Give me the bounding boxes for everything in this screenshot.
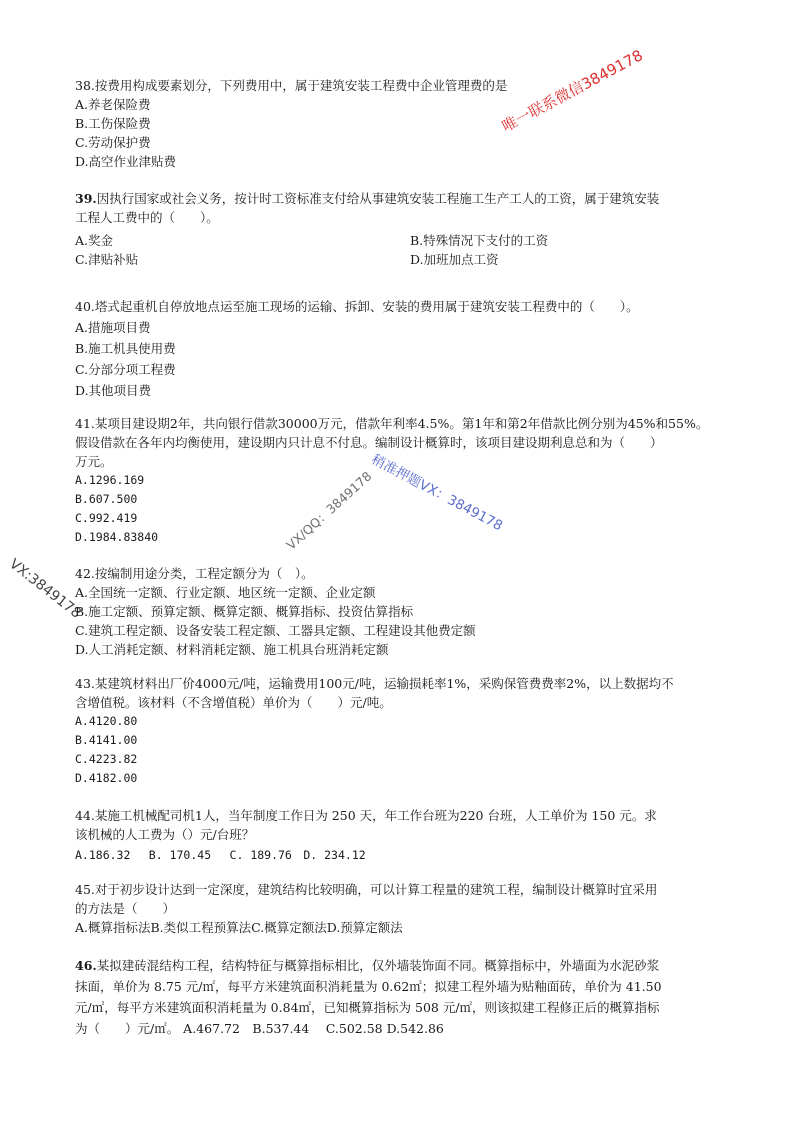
question-text: 某拟建砖混结构工程，结构特征与概算指标相比，仅外墙装饰面不同。概算指标中，外墙面为水泥砂浆 [96, 958, 660, 973]
question-45 [75, 880, 745, 937]
option-a: A.1296.169 [75, 473, 145, 487]
option-a: A.养老保险费 [75, 97, 151, 112]
option-c: C.992.419 [75, 511, 138, 525]
question-stem [75, 955, 745, 976]
option-c: C.4223.82 [75, 752, 138, 766]
watermark-contact: 唯一联系微信3849178 [498, 46, 646, 136]
option-b: B.特殊情况下支付的工资 [410, 233, 549, 248]
question-stem: 45.对于初步设计达到一定深度，建筑结构比较明确，可以计算工程量的建筑工程，编制设计概算时宜采用 [75, 882, 658, 897]
option-c: C.劳动保护费 [75, 135, 151, 150]
question-stem: 42.按编制用途分类，工程定额分为（ ）。 [75, 566, 314, 581]
option-a: A.4120.80 [75, 714, 138, 728]
question-42 [75, 564, 745, 659]
options-row [75, 250, 745, 269]
question-stem: 41.某项目建设期2年，共向银行借款30000万元，借款年利率4.5%。第1年和第2年借款比例分别为45%和55%。 [75, 416, 709, 431]
option-d: D.其他项目费 [75, 383, 152, 398]
question-40 [75, 297, 745, 400]
option-a: A.奖金 [75, 233, 114, 248]
option-d: D.高空作业津贴费 [75, 154, 177, 169]
question-stem-cont: 元/㎡，每平方米建筑面积消耗量为 0.84㎡，已知概算指标为 508 元/㎡，则该拟建工程修正后的概算指标 [75, 1000, 660, 1015]
options-row [75, 231, 745, 250]
option-c: C.建筑工程定额、设备安装工程定额、工器具定额、工程建设其他费定额 [75, 623, 476, 638]
question-stem-cont: 含增值税。该材料（不含增值税）单价为（ ）元/吨。 [75, 695, 392, 710]
option-b: B.4141.00 [75, 733, 138, 747]
options-line: A.186.32 B. 170.45 C. 189.76 D. 234.12 [75, 848, 366, 862]
option-b: B.施工定额、预算定额、概算定额、概算指标、投资估算指标 [75, 604, 414, 619]
question-number: 39. [75, 191, 97, 206]
option-b: B.607.500 [75, 492, 138, 506]
option-b: B.施工机具使用费 [75, 341, 176, 356]
question-stem-cont: 假设借款在各年内均衡使用，建设期内只计息不付息。编制设计概算时，该项目建设期利息总和为（ ） [75, 435, 663, 450]
option-d: D.4182.00 [75, 771, 138, 785]
question-stem-cont: 工程人工费中的（ ）。 [75, 210, 219, 225]
question-43 [75, 674, 745, 788]
question-stem: 44.某施工机械配司机1人，当年制度工作日为 250 天，年工作台班为220 台班，人工单价为 150 元。求 [75, 808, 657, 823]
question-39 [75, 189, 745, 269]
watermark-qq: VX/QQ：3849178 [283, 468, 375, 553]
option-d: D.人工消耗定额、材料消耗定额、施工机具台班消耗定额 [75, 642, 389, 657]
option-d: D.1984.83840 [75, 530, 159, 544]
option-d: D.加班加点工资 [410, 252, 499, 267]
option-a: A.全国统一定额、行业定额、地区统一定额、企业定额 [75, 585, 376, 600]
question-text: 因执行国家或社会义务，按计时工资标准支付给从事建筑安装工程施工生产工人的工资，属于建筑安装 [96, 191, 660, 206]
question-stem: 43.某建筑材料出厂价4000元/吨，运输费用100元/吨，运输损耗率1%，采购保管费费率2%，以上数据均不 [75, 676, 674, 691]
question-number: 46. [75, 958, 97, 973]
question-stem [75, 189, 745, 208]
option-c: C.分部分项工程费 [75, 362, 176, 377]
question-stem-cont: 的方法是（ ） [75, 901, 176, 916]
watermark-vx: 稍准押题VX：3849178 [368, 451, 506, 535]
question-stem-cont: 该机械的人工费为（）元/台班？ [75, 827, 255, 842]
question-stem: 38.按费用构成要素划分，下列费用中，属于建筑安装工程费中企业管理费的是 [75, 78, 508, 93]
question-44 [75, 806, 745, 865]
question-46 [75, 955, 745, 1039]
option-a: A.措施项目费 [75, 320, 151, 335]
option-b: B.工伤保险费 [75, 116, 151, 131]
question-stem-cont: 为（ ）元/㎡。 A.467.72 B.537.44 C.502.58 D.542.86 [75, 1021, 444, 1036]
option-c: C.津贴补贴 [75, 252, 139, 267]
question-stem-cont: 抹面，单价为 8.75 元/㎡，每平方米建筑面积消耗量为 0.62㎡；拟建工程外墙为贴釉面砖，单价为 41.50 [75, 979, 662, 994]
question-38 [75, 76, 745, 171]
question-stem-cont: 万元。 [75, 454, 113, 469]
options-line: A.概算指标法B.类似工程预算法C.概算定额法D.预算定额法 [75, 920, 403, 935]
watermark-side: VX:3849178 [6, 556, 84, 622]
question-stem: 40.塔式起重机自停放地点运至施工现场的运输、拆卸、安装的费用属于建筑安装工程费中的（ ）。 [75, 299, 639, 314]
